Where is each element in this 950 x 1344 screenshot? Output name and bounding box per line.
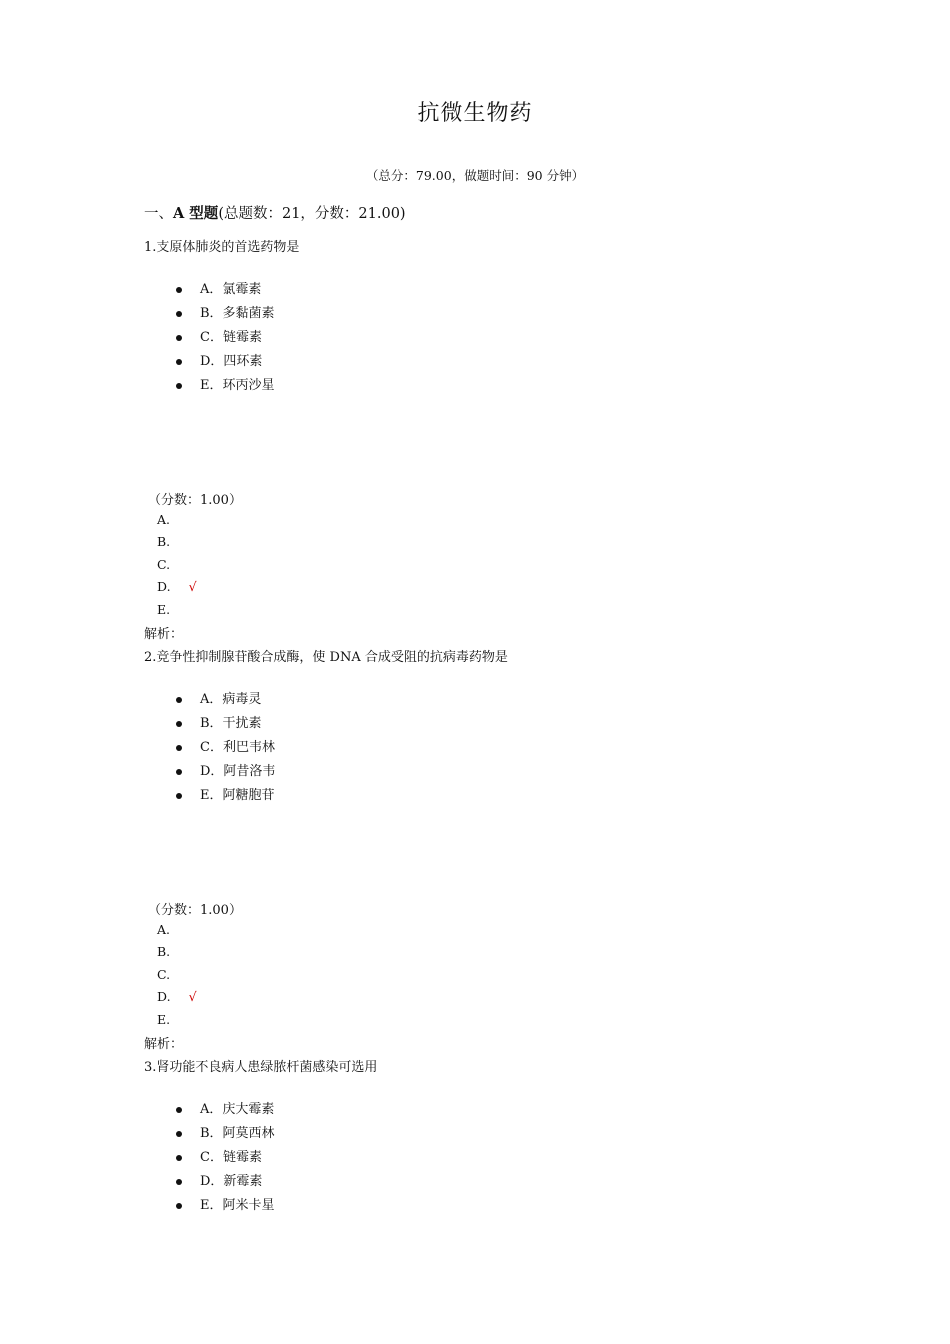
exam-meta: （总分：79.00，做题时间：90 分钟） bbox=[365, 168, 585, 183]
question-1-analysis: 解析： bbox=[144, 627, 184, 642]
answer-e: E. bbox=[157, 601, 171, 617]
answer-c: C. bbox=[157, 556, 171, 572]
page-title: 抗微生物药 bbox=[417, 101, 533, 126]
option-c: C．利巴韦林 bbox=[176, 736, 275, 760]
option-d: D．四环素 bbox=[176, 350, 275, 374]
question-2-stem: 2.竞争性抑制腺苷酸合成酶，使 DNA 合成受阻的抗病毒药物是 bbox=[144, 650, 508, 665]
question-1-stem: 1.支原体肺炎的首选药物是 bbox=[144, 240, 300, 255]
answer-b: B. bbox=[157, 944, 171, 960]
answer-e: E. bbox=[157, 1011, 171, 1027]
section-name: A 型题 bbox=[173, 205, 219, 222]
question-2-options bbox=[176, 688, 275, 808]
question-2-answers bbox=[157, 919, 197, 1031]
option-d: D．阿昔洛韦 bbox=[176, 760, 275, 784]
option-d: D．新霉素 bbox=[176, 1170, 275, 1194]
question-1-score: （分数：1.00） bbox=[148, 493, 242, 508]
option-b: B．干扰素 bbox=[176, 712, 275, 736]
section-info: (总题数：21，分数：21.00) bbox=[218, 206, 406, 222]
question-2-analysis: 解析： bbox=[144, 1037, 184, 1052]
question-1-answers bbox=[157, 509, 197, 621]
correct-check-mark: √ bbox=[188, 989, 197, 1005]
answer-b: B. bbox=[157, 534, 171, 550]
option-e: E．阿糖胞苷 bbox=[176, 784, 275, 808]
option-a: A．氯霉素 bbox=[176, 278, 275, 302]
option-a: A．病毒灵 bbox=[176, 688, 275, 712]
option-c: C．链霉素 bbox=[176, 1146, 275, 1170]
question-3-options bbox=[176, 1098, 275, 1218]
option-b: B．多黏菌素 bbox=[176, 302, 275, 326]
answer-d-label: D. bbox=[157, 579, 171, 595]
answer-a: A. bbox=[157, 922, 171, 937]
answer-d-label: D. bbox=[157, 989, 171, 1005]
answer-a: A. bbox=[157, 512, 171, 527]
question-2-score: （分数：1.00） bbox=[148, 903, 242, 918]
question-1-options bbox=[176, 278, 275, 398]
section-prefix: 一、 bbox=[144, 206, 173, 222]
option-c: C．链霉素 bbox=[176, 326, 275, 350]
question-3-stem: 3.肾功能不良病人患绿脓杆菌感染可选用 bbox=[144, 1060, 378, 1075]
section-heading bbox=[144, 202, 406, 223]
correct-check-mark: √ bbox=[188, 579, 197, 595]
answer-d bbox=[157, 986, 197, 1008]
answer-d bbox=[157, 576, 197, 598]
option-e: E．阿米卡星 bbox=[176, 1194, 275, 1218]
answer-c: C. bbox=[157, 966, 171, 982]
option-a: A．庆大霉素 bbox=[176, 1098, 275, 1122]
option-b: B．阿莫西林 bbox=[176, 1122, 275, 1146]
option-e: E．环丙沙星 bbox=[176, 374, 275, 398]
